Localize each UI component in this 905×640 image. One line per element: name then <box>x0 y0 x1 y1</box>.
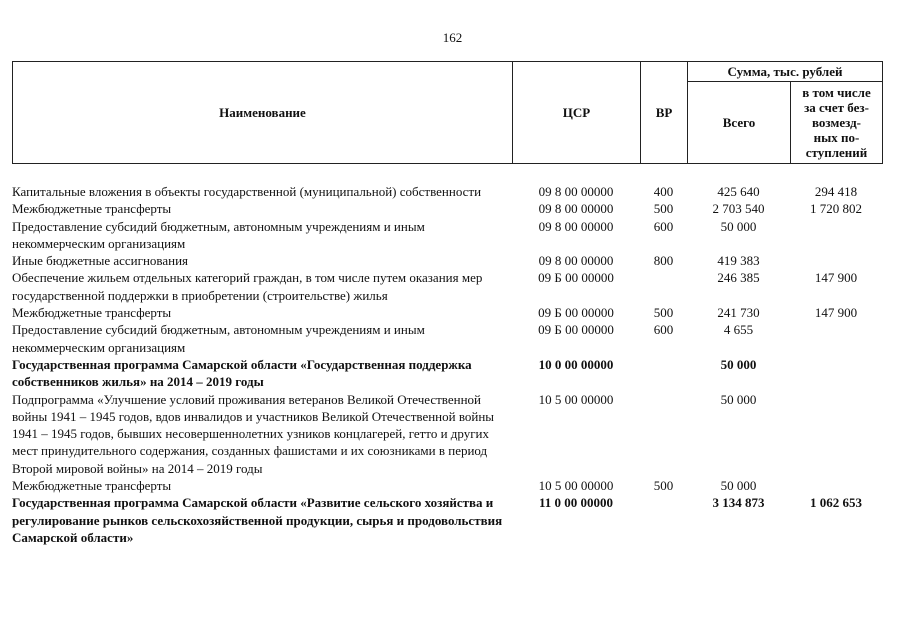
row-csr: 10 0 00 00000 <box>538 356 614 372</box>
row-free-receipts <box>790 477 882 494</box>
header-free-line: за счет без- <box>804 100 869 115</box>
header-free-line: ных по- <box>813 130 860 145</box>
row-total: 50 000 <box>720 356 757 372</box>
row-csr: 09 8 00 00000 <box>538 184 614 199</box>
row-total: 4 655 <box>723 322 754 338</box>
row-vr <box>640 391 687 477</box>
table-row <box>12 356 882 391</box>
row-vr <box>640 356 687 391</box>
table-row <box>12 218 882 253</box>
row-total: 2 703 540 <box>712 201 765 217</box>
row-name: Межбюджетные трансферты <box>12 305 172 321</box>
row-total: 246 385 <box>717 270 760 286</box>
row-total: 425 640 <box>717 184 760 199</box>
row-vr: 600 <box>653 218 674 234</box>
row-free-receipts: 147 900 <box>814 270 858 286</box>
header-total: Всего <box>688 82 791 164</box>
row-vr: 400 <box>653 184 674 199</box>
row-total: 241 730 <box>717 305 760 321</box>
header-free-line: возмезд- <box>812 115 861 130</box>
table-row <box>12 183 882 200</box>
table-row <box>12 391 882 477</box>
row-free-receipts: 294 418 <box>814 184 858 199</box>
row-vr <box>640 269 687 304</box>
table-header <box>12 61 883 164</box>
row-name: Иные бюджетные ассигнования <box>12 253 189 269</box>
header-free-receipts <box>791 82 883 164</box>
table-row <box>12 494 882 546</box>
page-number: 162 <box>442 30 463 45</box>
row-name: Государственная программа Самарской области «Государственная поддержка собственников жилья» на 2014 – 2019 годы <box>12 356 472 390</box>
row-name: Подпрограмма «Улучшение условий проживания ветеранов Великой Отечественной войны 1941 – 1945 годов, вдов инвалидов и участников Великой Отечественной войны 1941 – 1945 годов, бывших несовершеннолетних узников концлагерей, гетто и других мест принудительного содержания, созданных фашистами и их союзниками в период Второй мировой войны» на 2014 – 2019 годы <box>12 391 495 476</box>
row-csr: 09 8 00 00000 <box>538 253 614 269</box>
header-sum-group: Сумма, тыс. рублей <box>688 62 883 82</box>
row-csr: 10 5 00 00000 <box>538 478 614 494</box>
header-free-line: ступлений <box>805 145 868 160</box>
header-name: Наименование <box>13 62 513 164</box>
row-csr: 09 8 00 00000 <box>538 201 614 217</box>
table-row <box>12 321 882 356</box>
header-free-line: в том числе <box>802 85 871 100</box>
table-row <box>12 200 882 217</box>
row-free-receipts <box>790 218 882 253</box>
row-csr: 11 0 00 00000 <box>538 495 614 511</box>
row-free-receipts: 147 900 <box>814 305 858 321</box>
table-row <box>12 477 882 494</box>
row-free-receipts <box>790 252 882 269</box>
table-row <box>12 304 882 321</box>
header-csr: ЦСР <box>513 62 641 164</box>
budget-table <box>12 183 882 546</box>
row-total: 50 000 <box>720 391 757 407</box>
table-row <box>12 269 882 304</box>
row-csr: 09 8 00 00000 <box>538 218 614 234</box>
row-name: Предоставление субсидий бюджетным, автономным учреждениям и иным некоммерческим организациям <box>12 322 425 355</box>
row-vr: 800 <box>653 253 674 269</box>
row-name: Государственная программа Самарской области «Развитие сельского хозяйства и регулирование рынков сельскохозяйственной продукции, сырья и продовольствия Самарской области» <box>12 495 503 545</box>
row-vr: 600 <box>653 322 674 338</box>
row-total: 50 000 <box>720 218 757 234</box>
row-name: Обеспечение жильем отдельных категорий граждан, в том числе путем оказания мер государственной поддержки в приобретении (строительстве) жилья <box>12 270 483 303</box>
row-total: 419 383 <box>717 253 760 269</box>
row-free-receipts: 1 062 653 <box>810 495 862 511</box>
row-vr: 500 <box>653 201 674 217</box>
row-vr: 500 <box>653 305 674 321</box>
row-csr: 09 Б 00 00000 <box>538 305 614 321</box>
row-free-receipts <box>790 391 882 477</box>
row-free-receipts: 1 720 802 <box>810 201 862 217</box>
table-row <box>12 252 882 269</box>
row-name: Предоставление субсидий бюджетным, автономным учреждениям и иным некоммерческим организациям <box>12 218 425 251</box>
row-csr: 10 5 00 00000 <box>538 391 614 407</box>
row-free-receipts <box>790 321 882 356</box>
row-free-receipts <box>790 356 882 391</box>
header-vr: ВР <box>641 62 688 164</box>
row-name: Межбюджетные трансферты <box>12 478 172 494</box>
row-vr: 500 <box>653 478 674 494</box>
row-total: 3 134 873 <box>712 495 765 511</box>
row-vr <box>640 494 687 546</box>
row-csr: 09 Б 00 00000 <box>538 270 614 286</box>
row-csr: 09 Б 00 00000 <box>538 322 614 338</box>
row-name: Межбюджетные трансферты <box>12 201 172 217</box>
row-name: Капитальные вложения в объекты государственной (муниципальной) собственности <box>12 184 482 199</box>
row-total: 50 000 <box>720 478 757 494</box>
